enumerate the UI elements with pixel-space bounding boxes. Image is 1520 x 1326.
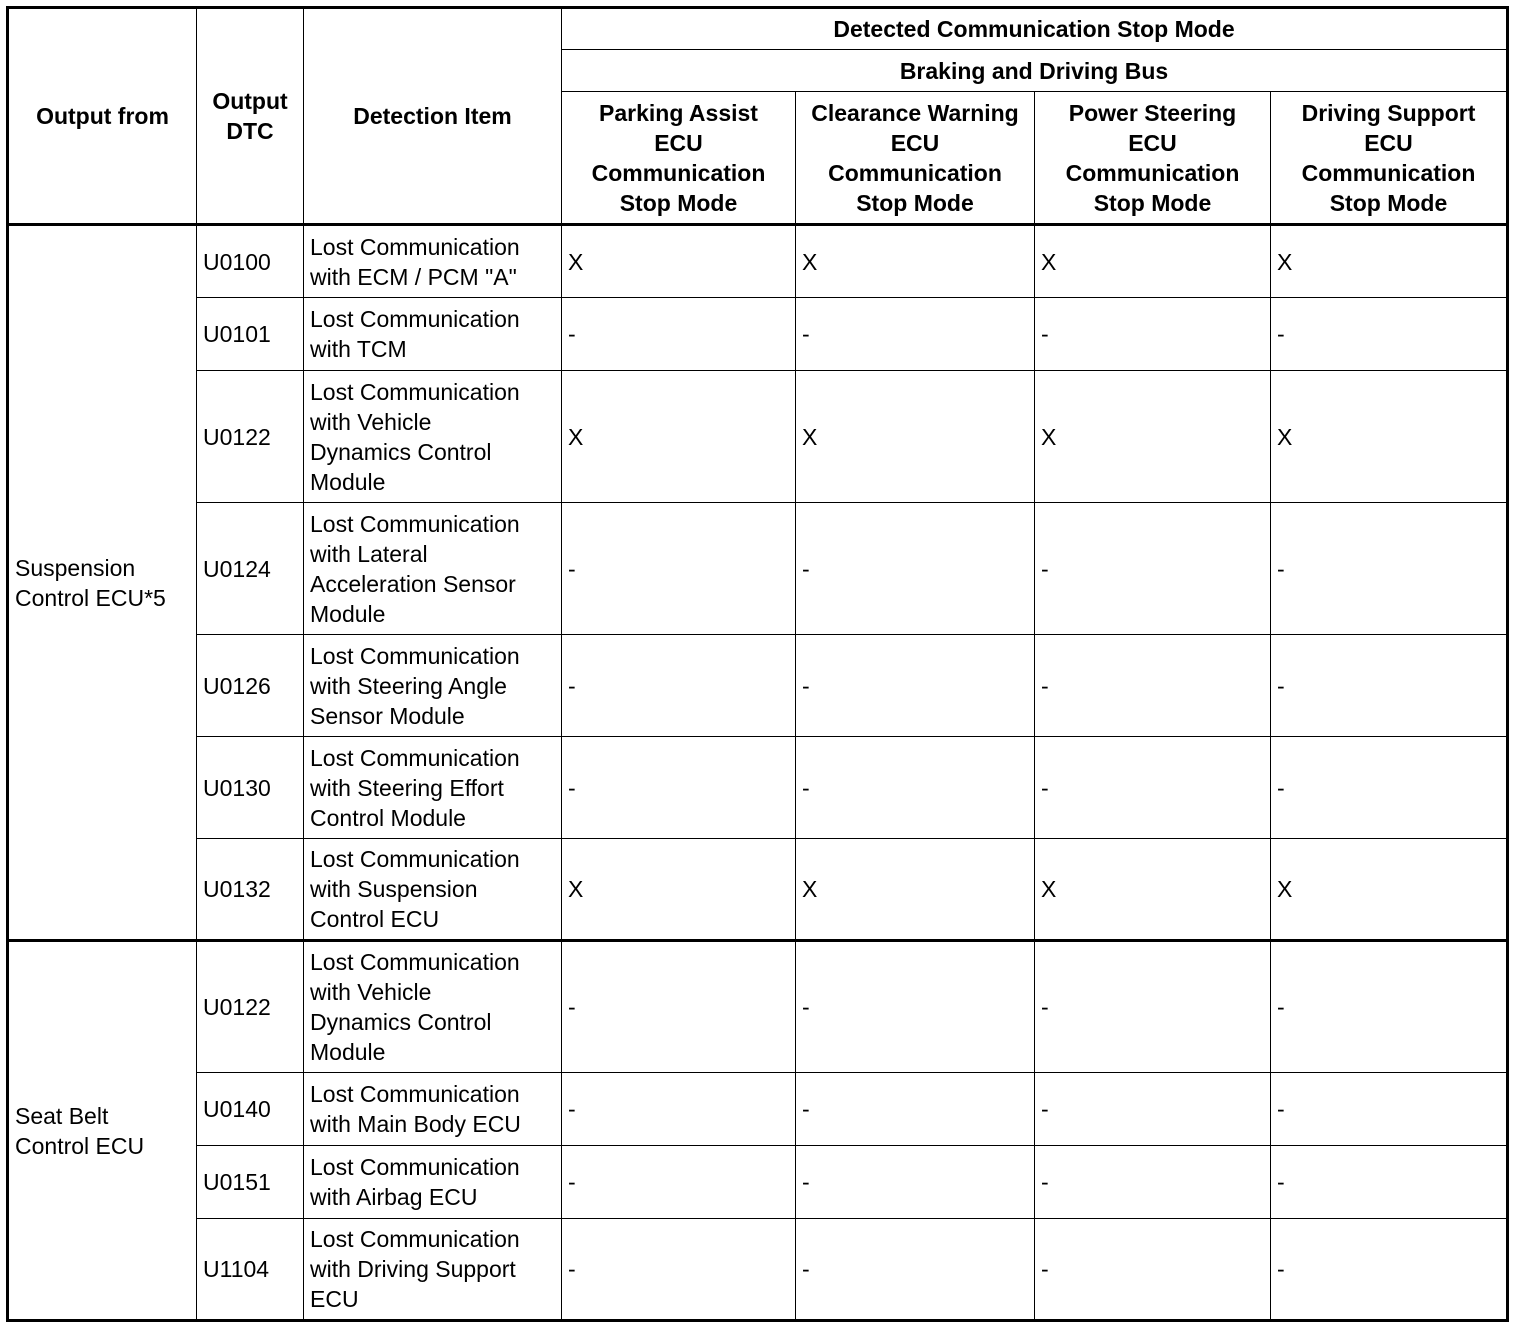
- table-row: [8, 1073, 1508, 1146]
- dtc-code-cell: U0122: [197, 941, 304, 1073]
- header-mode-clearance-warning: Clearance Warning ECU Communication Stop Mode: [796, 92, 1035, 225]
- mode-value-cell: -: [796, 503, 1035, 635]
- detection-item-cell: Lost Communication with Vehicle Dynamics Control Module: [304, 941, 562, 1073]
- mode-value-cell: X: [1271, 839, 1508, 941]
- mode-value-cell: -: [562, 298, 796, 371]
- header-mode-power-steering: Power Steering ECU Communication Stop Mode: [1035, 92, 1271, 225]
- mode-value-cell: -: [796, 298, 1035, 371]
- mode-value-cell: -: [796, 941, 1035, 1073]
- dtc-code-cell: U0124: [197, 503, 304, 635]
- table-row: [8, 635, 1508, 737]
- detection-item-cell: Lost Communication with Suspension Control ECU: [304, 839, 562, 941]
- mode-value-cell: X: [1035, 371, 1271, 503]
- dtc-code-cell: U0151: [197, 1146, 304, 1219]
- mode-value-cell: -: [1271, 941, 1508, 1073]
- table-body: [8, 225, 1508, 1321]
- output-from-cell: Suspension Control ECU*5: [8, 225, 197, 941]
- table-row: [8, 503, 1508, 635]
- mode-value-cell: X: [796, 225, 1035, 298]
- header-output-from: Output from: [8, 8, 197, 225]
- table-header: [8, 8, 1508, 225]
- mode-value-cell: X: [796, 839, 1035, 941]
- header-detection-item: Detection Item: [304, 8, 562, 225]
- mode-value-cell: -: [796, 1073, 1035, 1146]
- mode-value-cell: -: [562, 1146, 796, 1219]
- mode-value-cell: X: [1271, 371, 1508, 503]
- dtc-code-cell: U0132: [197, 839, 304, 941]
- mode-value-cell: X: [562, 839, 796, 941]
- table-row: [8, 1219, 1508, 1321]
- dtc-code-cell: U1104: [197, 1219, 304, 1321]
- table-row: [8, 1146, 1508, 1219]
- mode-value-cell: -: [1035, 298, 1271, 371]
- header-bus: Braking and Driving Bus: [562, 50, 1508, 92]
- mode-value-cell: X: [1271, 225, 1508, 298]
- header-detected-mode: Detected Communication Stop Mode: [562, 8, 1508, 50]
- mode-value-cell: -: [562, 635, 796, 737]
- mode-value-cell: X: [562, 225, 796, 298]
- table-row: [8, 941, 1508, 1073]
- dtc-code-cell: U0140: [197, 1073, 304, 1146]
- mode-value-cell: -: [562, 737, 796, 839]
- detection-item-cell: Lost Communication with Main Body ECU: [304, 1073, 562, 1146]
- mode-value-cell: -: [1271, 1073, 1508, 1146]
- mode-value-cell: -: [796, 737, 1035, 839]
- mode-value-cell: X: [562, 371, 796, 503]
- mode-value-cell: -: [796, 1219, 1035, 1321]
- mode-value-cell: -: [1271, 1146, 1508, 1219]
- mode-value-cell: -: [1271, 635, 1508, 737]
- mode-value-cell: -: [1035, 1146, 1271, 1219]
- mode-value-cell: -: [1271, 737, 1508, 839]
- mode-value-cell: X: [796, 371, 1035, 503]
- dtc-code-cell: U0130: [197, 737, 304, 839]
- mode-value-cell: -: [1035, 737, 1271, 839]
- detection-item-cell: Lost Communication with TCM: [304, 298, 562, 371]
- table-row: [8, 225, 1508, 298]
- table-row: [8, 298, 1508, 371]
- header-mode-parking-assist: Parking Assist ECU Communication Stop Mode: [562, 92, 796, 225]
- dtc-code-cell: U0126: [197, 635, 304, 737]
- mode-value-cell: -: [1035, 503, 1271, 635]
- table-row: [8, 839, 1508, 941]
- mode-value-cell: X: [1035, 225, 1271, 298]
- detection-item-cell: Lost Communication with Airbag ECU: [304, 1146, 562, 1219]
- mode-value-cell: -: [562, 1073, 796, 1146]
- mode-value-cell: -: [1035, 941, 1271, 1073]
- detection-item-cell: Lost Communication with Vehicle Dynamics Control Module: [304, 371, 562, 503]
- mode-value-cell: -: [796, 635, 1035, 737]
- mode-value-cell: -: [562, 941, 796, 1073]
- mode-value-cell: -: [1271, 1219, 1508, 1321]
- mode-value-cell: -: [1271, 503, 1508, 635]
- header-mode-driving-support: Driving Support ECU Communication Stop Mode: [1271, 92, 1508, 225]
- mode-value-cell: -: [1035, 635, 1271, 737]
- table-row: [8, 371, 1508, 503]
- dtc-table-wrapper: [6, 6, 1509, 1322]
- detection-item-cell: Lost Communication with Driving Support ECU: [304, 1219, 562, 1321]
- mode-value-cell: X: [1035, 839, 1271, 941]
- detection-item-cell: Lost Communication with Steering Effort Control Module: [304, 737, 562, 839]
- output-from-cell: Seat Belt Control ECU: [8, 941, 197, 1321]
- mode-value-cell: -: [562, 1219, 796, 1321]
- detection-item-cell: Lost Communication with Steering Angle Sensor Module: [304, 635, 562, 737]
- mode-value-cell: -: [562, 503, 796, 635]
- table-row: [8, 737, 1508, 839]
- mode-value-cell: -: [1035, 1219, 1271, 1321]
- dtc-code-cell: U0100: [197, 225, 304, 298]
- dtc-code-cell: U0101: [197, 298, 304, 371]
- dtc-code-cell: U0122: [197, 371, 304, 503]
- mode-value-cell: -: [1035, 1073, 1271, 1146]
- dtc-table: [6, 6, 1509, 1322]
- mode-value-cell: -: [796, 1146, 1035, 1219]
- detection-item-cell: Lost Communication with Lateral Acceleration Sensor Module: [304, 503, 562, 635]
- mode-value-cell: -: [1271, 298, 1508, 371]
- detection-item-cell: Lost Communication with ECM / PCM "A": [304, 225, 562, 298]
- header-output-dtc: Output DTC: [197, 8, 304, 225]
